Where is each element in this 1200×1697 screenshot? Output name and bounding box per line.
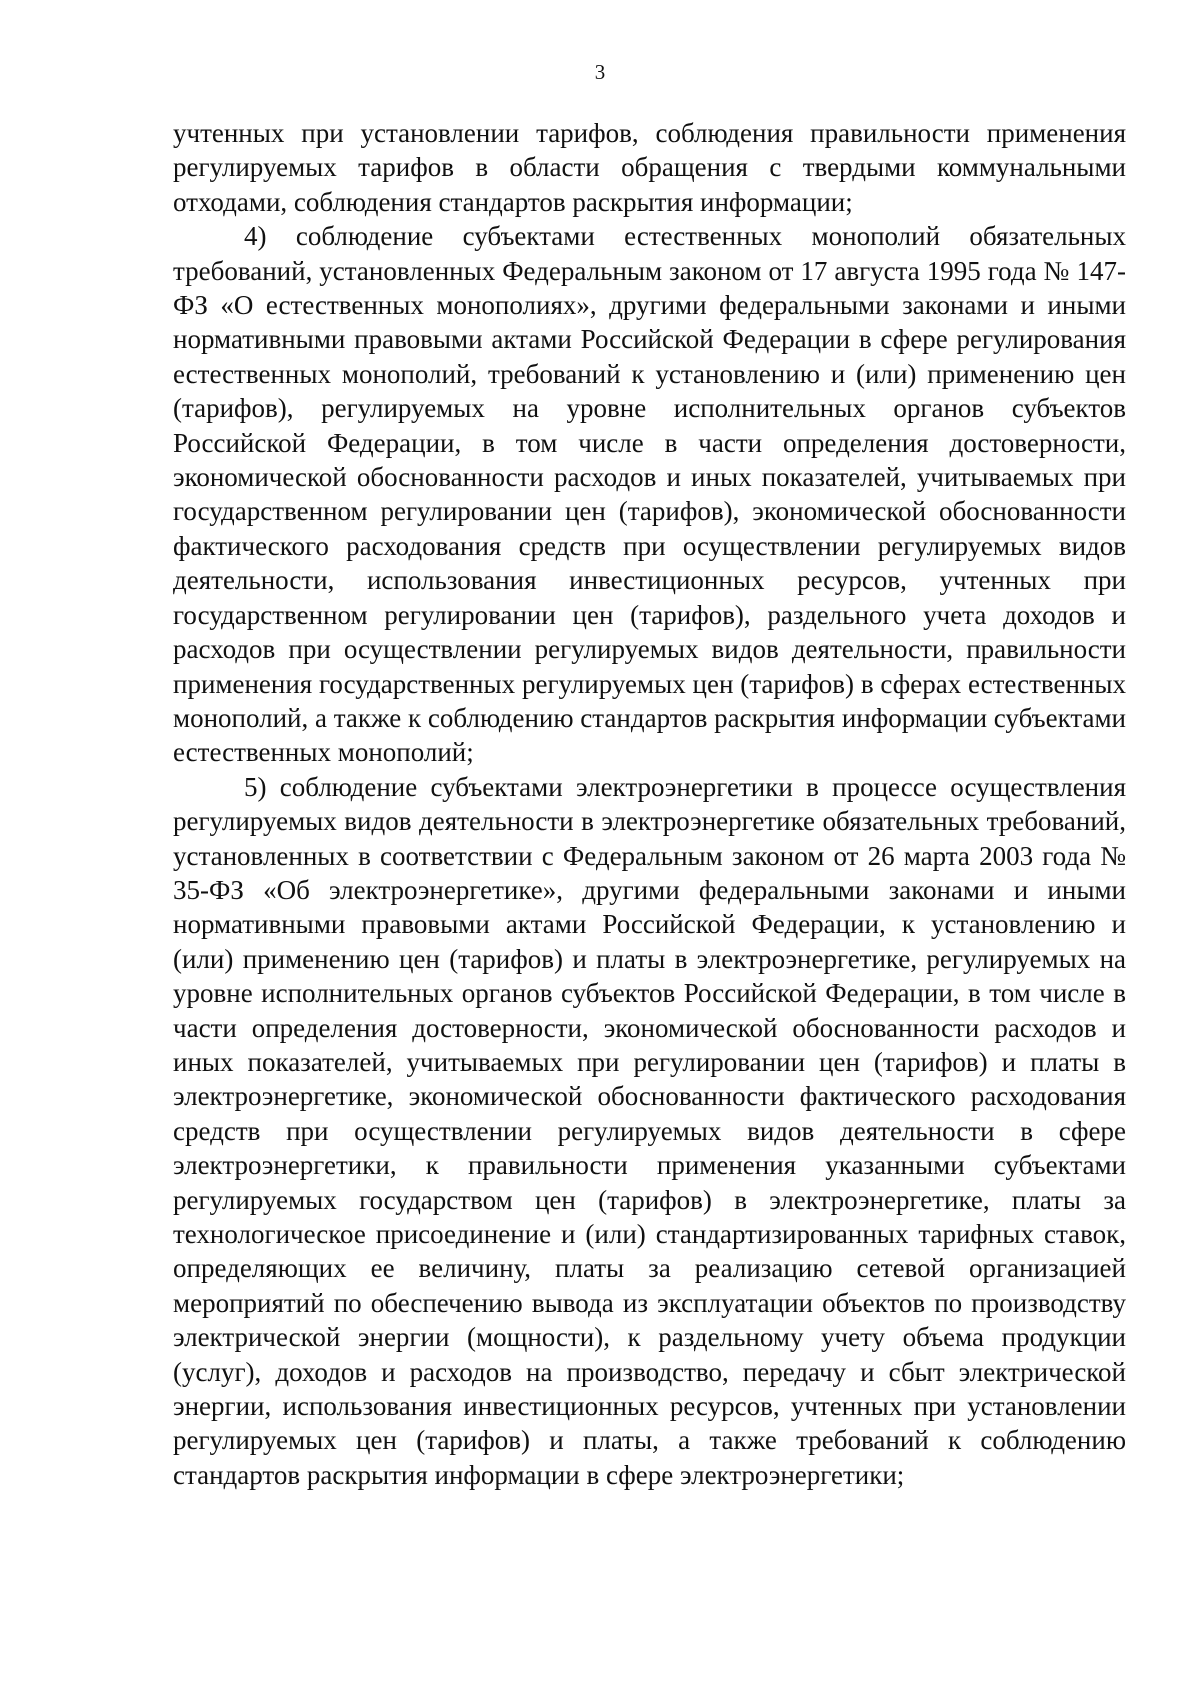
paragraph-item-4: 4) соблюдение субъектами естественных монополий обязательных требований, установленных Федеральным законом от 17 августа 1995 года № 147-ФЗ «О естественных монополиях», другими федеральными законами и иными нормативными правовыми актами Российской Федерации в сфере регулирования естественных монополий, требований к установлению и (или) применению цен (тарифов), регулируемых на уровне исполнительных органов субъектов Российской Федерации, в том числе в части определения достоверности, экономической обоснованности расходов и иных показателей, учитываемых при государственном регулировании цен (тарифов), экономической обоснованности фактического расходования средств при осуществлении регулируемых видов деятельности, использования инвестиционных ресурсов, учтенных при государственном регулировании цен (тарифов), раздельного учета доходов и расходов при осуществлении регулируемых видов деятельности, правильности применения государственных регулируемых цен (тарифов) в сферах естественных монополий, а также к соблюдению стандартов раскрытия информации субъектами естественных монополий; — [173, 221, 1126, 768]
paragraph-item-5: 5) соблюдение субъектами электроэнергетики в процессе осуществления регулируемых видов деятельности в электроэнергетике обязательных требований, установленных в соответствии с Федеральным законом от 26 марта 2003 года № 35-ФЗ «Об электроэнергетике», другими федеральными законами и иными нормативными правовыми актами Российской Федерации, к установлению и (или) применению цен (тарифов) и платы в электроэнергетике, регулируемых на уровне исполнительных органов субъектов Российской Федерации, в том числе в части определения достоверности, экономической обоснованности расходов и иных показателей, учитываемых при регулировании цен (тарифов) и платы в электроэнергетике, экономической обоснованности фактического расходования средств при осуществлении регулируемых видов деятельности в сфере электроэнергетики, к правильности применения указанными субъектами регулируемых государством цен (тарифов) в электроэнергетике, платы за технологическое присоединение и (или) стандартизированных тарифных ставок, определяющих ее величину, платы за реализацию сетевой организацией мероприятий по обеспечению вывода из эксплуатации объектов по производству электрической энергии (мощности), к раздельному учету объема продукции (услуг), доходов и расходов на производство, передачу и сбыт электрической энергии, использования инвестиционных ресурсов, учтенных при установлении регулируемых цен (тарифов) и платы, а также требований к соблюдению стандартов раскрытия информации в сфере электроэнергетики; — [173, 771, 1126, 1490]
paragraph-continuation: учтенных при установлении тарифов, соблюдения правильности применения регулируемых тарифов в области обращения с твердыми коммунальными отходами, соблюдения стандартов раскрытия информации; — [173, 118, 1126, 217]
document-body — [173, 116, 1126, 1492]
page-number: 3 — [594, 60, 606, 84]
